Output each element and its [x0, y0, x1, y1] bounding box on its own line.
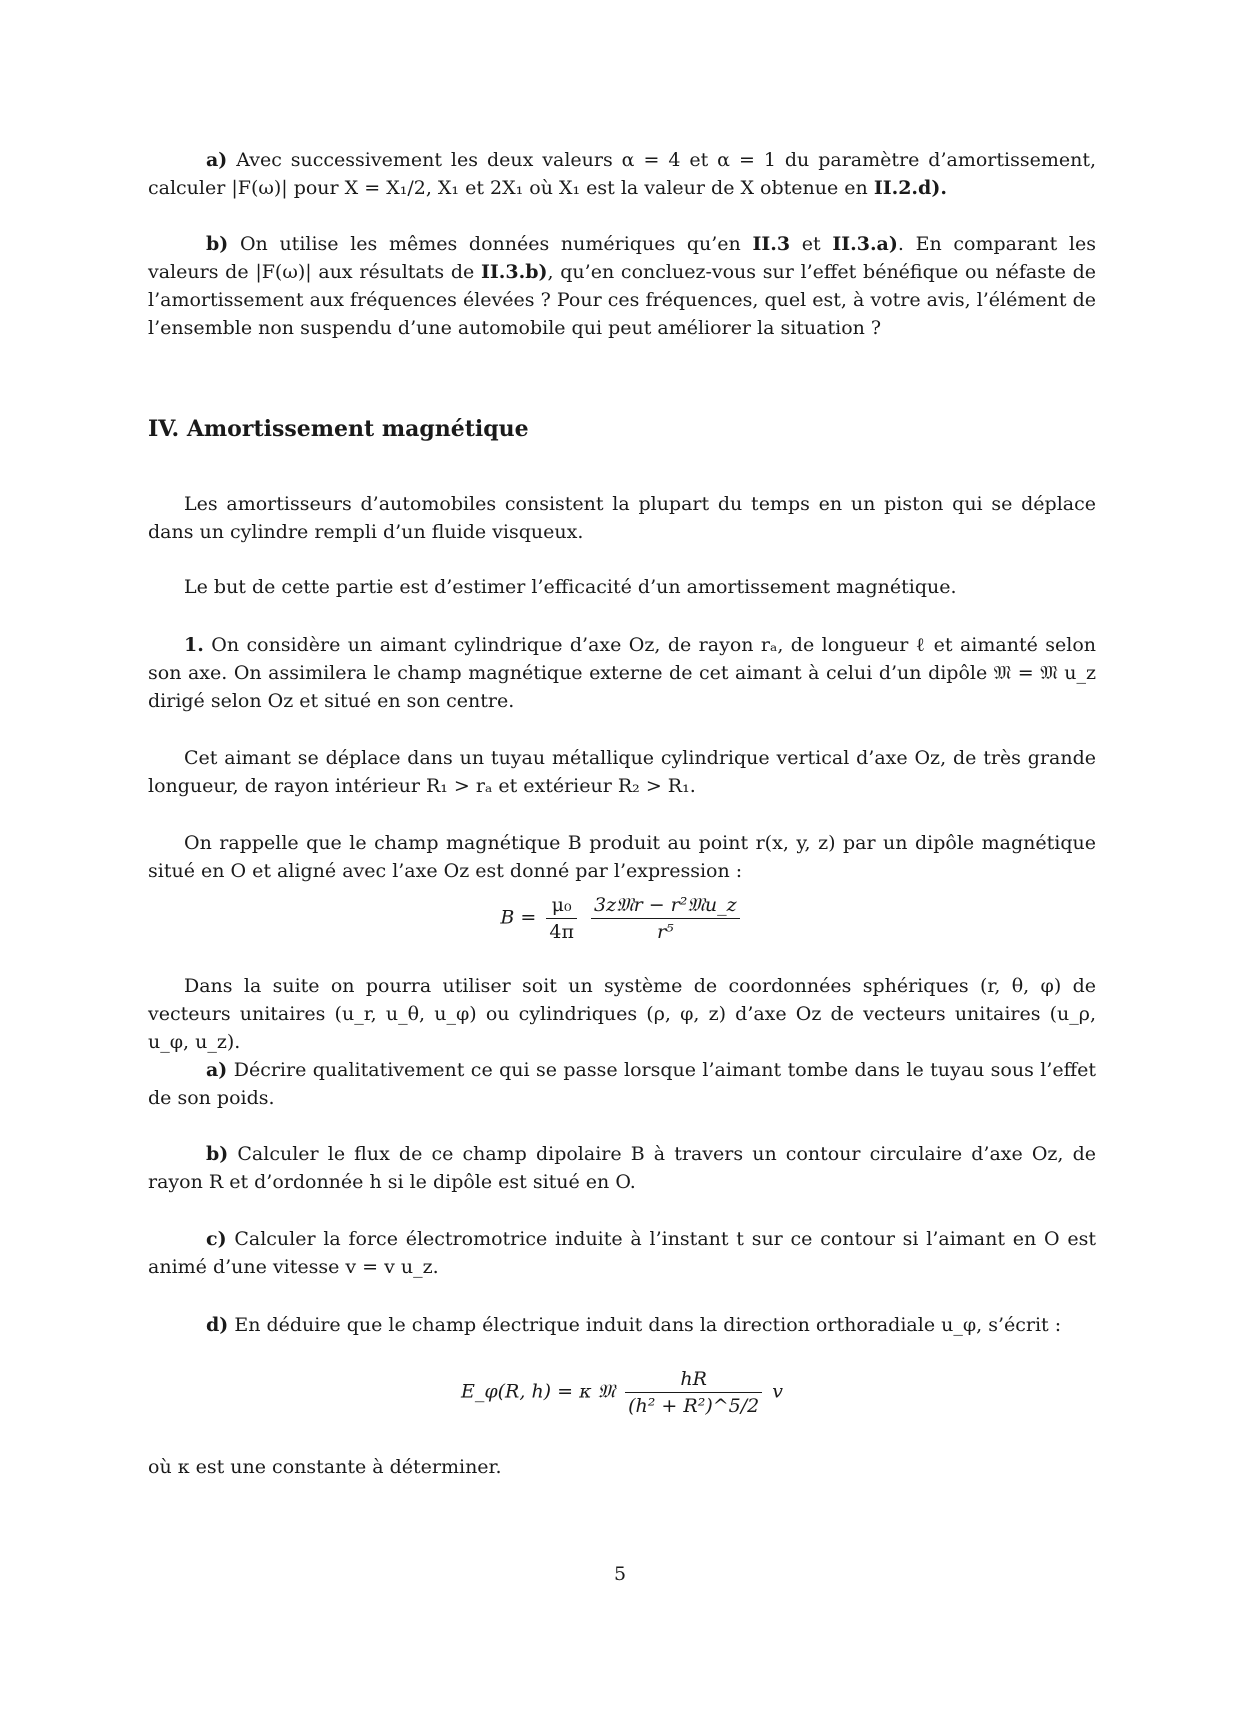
pipe-paragraph	[148, 744, 1096, 800]
question-label: a)	[206, 1059, 228, 1081]
recall-paragraph	[148, 829, 1096, 885]
question-3b	[148, 230, 1096, 342]
section-heading	[148, 415, 1096, 443]
question-text: , qu’en concluez-vous sur l’effet bénéfique ou néfaste de l’amortissement aux fréquences élevées ? Pour ces fréquences, quel est, à votre avis, l’élément de l’ensemble non suspendu d’une automobile qui peut améliorer la situation ?	[148, 261, 1097, 339]
induced-field-equation	[148, 1366, 1096, 1436]
main-fraction	[591, 892, 740, 945]
cross-reference: II.2.d).	[873, 177, 947, 199]
fraction-denominator: r⁵	[656, 921, 674, 943]
question-label: a)	[206, 149, 228, 171]
question-4c	[148, 1225, 1096, 1281]
question-text: En déduire que le champ électrique induit dans la direction orthoradiale u_φ, s’écrit :	[228, 1314, 1062, 1336]
paragraph-text: Le but de cette partie est d’estimer l’efficacité d’un amortissement magnétique.	[184, 576, 957, 598]
paragraph-text: Les amortisseurs d’automobiles consistent la plupart du temps en un piston qui se déplace dans un cylindre rempli d’un fluide visqueux.	[148, 493, 1096, 543]
final-paragraph	[148, 1453, 1096, 1481]
question-text: On utilise les mêmes données numériques qu’en	[228, 233, 753, 255]
cross-reference: II.3.a)	[832, 233, 898, 255]
question-4d	[148, 1311, 1096, 1339]
question-1	[148, 631, 1096, 715]
coefficient-fraction	[546, 892, 577, 945]
question-4b	[148, 1140, 1096, 1196]
intro-paragraph	[148, 490, 1096, 546]
question-text: Calculer le flux de ce champ dipolaire B à travers un contour circulaire d’axe Oz, de rayon R et d’ordonnée h si le dipôle est situé en O.	[148, 1143, 1096, 1193]
equation-rhs: v	[772, 1380, 784, 1403]
question-label: c)	[206, 1228, 227, 1250]
question-text: Décrire qualitativement ce qui se passe lorsque l’aimant tombe dans le tuyau sous l’effet de son poids.	[148, 1059, 1096, 1109]
section-title: IV. Amortissement magnétique	[148, 416, 529, 442]
question-text: On considère un aimant cylindrique d’axe Oz, de rayon rₐ, de longueur ℓ et aimanté selon son axe. On assimilera le champ magnétique externe de cet aimant à celui d’un dipôle 𝔐 = 𝔐 u_z dirigé selon Oz et situé en son centre.	[148, 634, 1096, 712]
dipole-field-equation	[148, 892, 1096, 962]
page-number: 5	[613, 1563, 627, 1585]
question-text: Avec successivement les deux valeurs α = 4 et α = 1 du paramètre d’amortissement,	[227, 149, 1096, 171]
fraction-numerator: hR	[625, 1366, 762, 1393]
question-text-continued: calculer |F(ω)| pour X = X₁/2, X₁ et 2X₁ où X₁ est la valeur de X obtenue en	[148, 177, 874, 199]
question-label: b)	[206, 233, 229, 255]
question-text: et	[790, 233, 833, 255]
goal-paragraph	[148, 573, 1096, 601]
question-label: 1.	[184, 634, 204, 656]
question-text: Calculer la force électromotrice induite à l’instant t sur ce contour si l’aimant en O est animé d’une vitesse v = v u_z.	[148, 1228, 1096, 1278]
equation-lhs: E_φ(R, h) = κ 𝔐	[460, 1380, 616, 1403]
question-text: . En comparant les valeurs de |F(ω)| aux résultats de	[148, 233, 1096, 283]
fraction-numerator: 3z𝔐r − r²𝔐u_z	[591, 892, 740, 919]
question-3a	[148, 146, 1096, 202]
paragraph-text: Dans la suite on pourra utiliser soit un système de coordonnées sphériques (r, θ, φ) de vecteurs unitaires (u_r, u_θ, u_φ) ou cylindriques (ρ, φ, z) d’axe Oz de vecteurs unitaires (u_ρ, u_φ, u_z).	[148, 975, 1096, 1053]
question-4a	[148, 1056, 1096, 1112]
coordinates-paragraph	[148, 972, 1096, 1056]
question-label: d)	[206, 1314, 229, 1336]
cross-reference: II.3	[752, 233, 791, 255]
fraction-numerator: μ₀	[546, 892, 577, 919]
paragraph-text: Cet aimant se déplace dans un tuyau métallique cylindrique vertical d’axe Oz, de très grande longueur, de rayon intérieur R₁ > rₐ et extérieur R₂ > R₁.	[148, 747, 1096, 797]
main-fraction	[625, 1366, 762, 1419]
question-label: b)	[206, 1143, 229, 1165]
equation-lhs: B =	[500, 906, 537, 929]
cross-reference: II.3.b)	[481, 261, 548, 283]
paragraph-text: où κ est une constante à déterminer.	[148, 1456, 502, 1478]
fraction-denominator: (h² + R²)^5/2	[628, 1395, 760, 1417]
fraction-denominator: 4π	[549, 921, 574, 943]
paragraph-text: On rappelle que le champ magnétique B produit au point r(x, y, z) par un dipôle magnétique situé en O et aligné avec l’axe Oz est donné par l’expression :	[148, 832, 1096, 882]
